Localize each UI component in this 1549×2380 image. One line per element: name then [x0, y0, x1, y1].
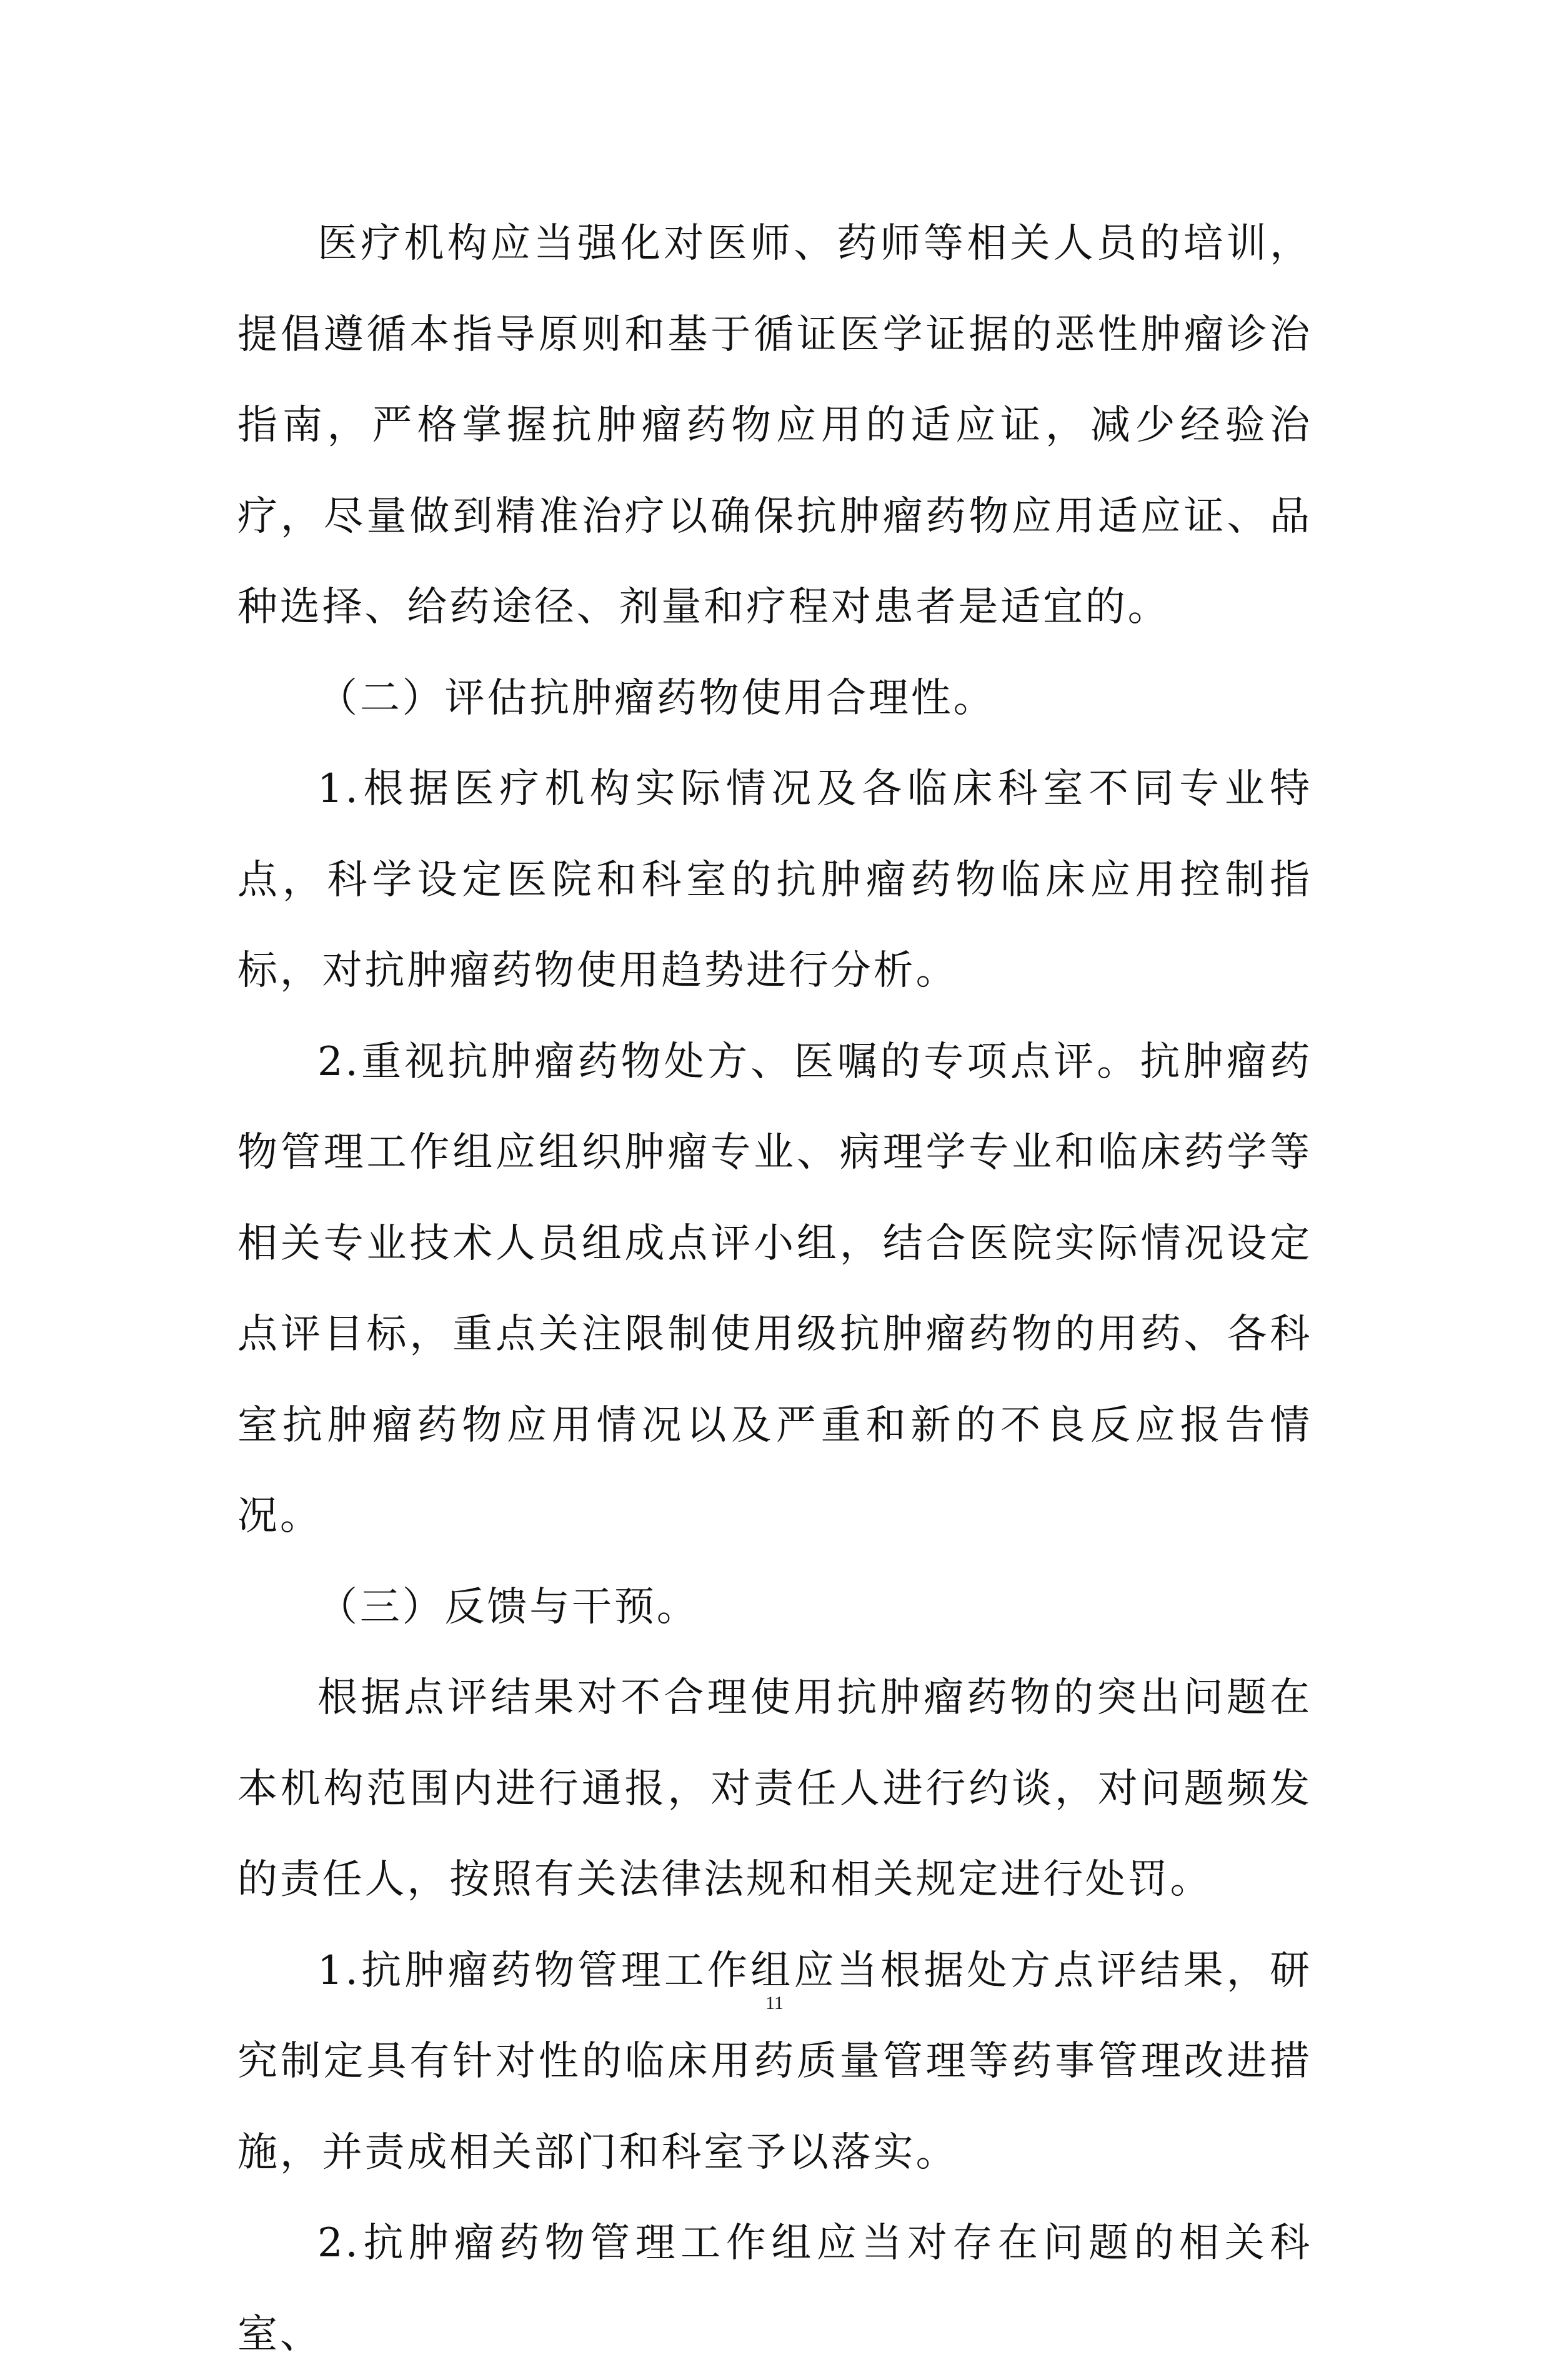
section-heading-feedback: （三）反馈与干预。 — [317, 1584, 699, 1630]
paragraph-improvement-measures: 1.抗肿瘤药物管理工作组应当根据处方点评结果，研究制定具有针对性的临床用药质量管理等药事管理改进措施，并责成相关部门和科室予以落实。 — [237, 1947, 1312, 2176]
paragraph-problem-departments: 2.抗肿瘤药物管理工作组应当对存在问题的相关科室、 — [237, 2220, 1312, 2358]
paragraph-training: 医疗机构应当强化对医师、药师等相关人员的培训，提倡遵循本指导原则和基于循证医学证据的恶性肿瘤诊治指南，严格掌握抗肿瘤药物应用的适应证，减少经验治疗，尽量做到精准治疗以确保抗肿瘤药物应用适应证、品种选择、给药途径、剂量和疗程对患者是适宜的。 — [237, 221, 1312, 630]
page-number: 11 — [765, 1993, 784, 2013]
section-heading-evaluate: （二）评估抗肿瘤药物使用合理性。 — [317, 675, 996, 721]
document-body — [237, 199, 1312, 2380]
paragraph-control-indicators: 1.根据医疗机构实际情况及各临床科室不同专业特点，科学设定医院和科室的抗肿瘤药物临床应用控制指标，对抗肿瘤药物使用趋势进行分析。 — [237, 766, 1312, 994]
paragraph-review-results: 根据点评结果对不合理使用抗肿瘤药物的突出问题在本机构范围内进行通报，对责任人进行约谈，对问题频发的责任人，按照有关法律法规和相关规定进行处罚。 — [237, 1675, 1312, 1903]
paragraph-prescription-review: 2.重视抗肿瘤药物处方、医嘱的专项点评。抗肿瘤药物管理工作组应组织肿瘤专业、病理学专业和临床药学等相关专业技术人员组成点评小组，结合医院实际情况设定点评目标，重点关注限制使用级抗肿瘤药物的用药、各科室抗肿瘤药物应用情况以及严重和新的不良反应报告情况。 — [237, 1038, 1312, 1539]
